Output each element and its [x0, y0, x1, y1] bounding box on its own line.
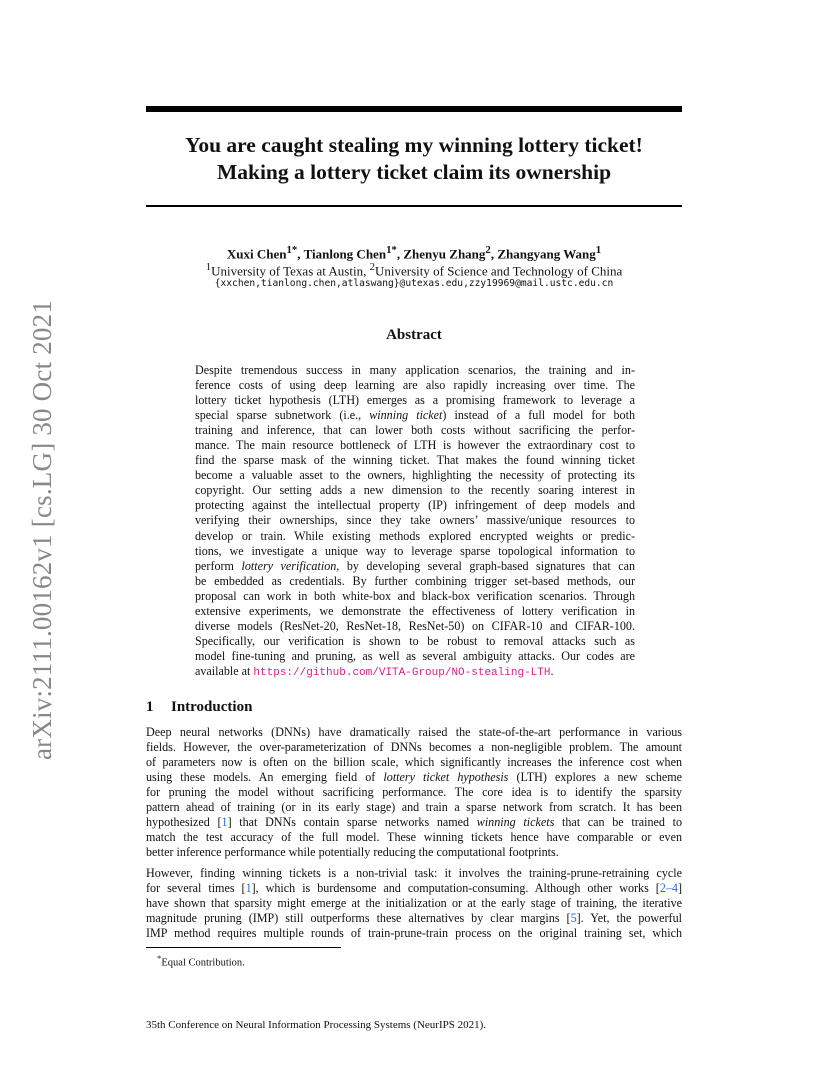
abstract-line: Specifically, our verification is shown to be robust to removal attacks such as	[195, 633, 635, 648]
footnote-rule	[146, 947, 341, 948]
paragraph-line: fields. However, the over-parameterization of DNNs becomes a non-negligible problem. The amount	[146, 740, 682, 755]
paragraph-line: of parameters now is often on the billion scale, which significantly increases the inference cost when	[146, 755, 682, 770]
author-sup: 2	[485, 244, 491, 256]
paragraph-line: using these models. An emerging field of lottery ticket hypothesis (LTH) explores a new scheme	[146, 770, 683, 785]
paragraph-line: for several times [1], which is burdensome and computation-consuming. Although other works [2–4]	[146, 881, 682, 896]
abstract-line: available at https://github.com/VITA-Group/NO-stealing-LTH.	[195, 663, 554, 679]
paragraph-line: However, finding winning tickets is a non-trivial task: it involves the training-prune-retraining cycle	[146, 866, 682, 880]
affiliation-1: University of Texas at Austin,	[211, 263, 370, 279]
paragraph-line: have shown that sparsity might emerge at the initialization or at the early stage of training, the iterative	[146, 896, 682, 911]
abstract-line: protecting against the intellectual property (IP) infringement of deep models and	[195, 498, 635, 513]
paragraph-line: match the test accuracy of the full model. These winning tickets hence have comparable or even	[146, 830, 682, 845]
footnote	[157, 951, 245, 971]
citation-link[interactable]: 2–4	[659, 881, 678, 896]
paragraph-line: Deep neural networks (DNNs) have dramatically raised the state-of-the-art performance in various	[146, 725, 682, 739]
affiliation-2: University of Science and Technology of China	[375, 263, 623, 279]
author-sup: 1*	[386, 244, 397, 256]
abstract-line: special sparse subnetwork (i.e., winning ticket) instead of a full model for both	[195, 408, 636, 423]
paper-title	[146, 132, 682, 186]
abstract-line: tions, we investigate a unique way to leverage sparse topological information to	[195, 543, 635, 558]
abstract-line: be embedded as credentials. By further combining trigger set-based methods, our	[195, 573, 635, 588]
abstract-body	[195, 363, 635, 681]
title-top-rule	[146, 106, 682, 112]
author-sup: 1*	[286, 244, 298, 256]
author-name: Tianlong Chen	[303, 246, 387, 262]
abstract-line: lottery ticket hypothesis (LTH) emerges as a promising framework to leverage a	[195, 393, 635, 408]
abstract-line: copyright. Our setting adds a new dimension to the recently soaring interest in	[195, 483, 635, 498]
abstract-line: extensive experiments, we demonstrate the effectiveness of lottery verification in	[195, 603, 635, 618]
abstract-line: become a valuable asset to the owners, highlighting the necessity of protecting its	[195, 468, 635, 483]
abstract-heading: Abstract	[386, 327, 442, 343]
intro-paragraph-1	[146, 725, 682, 860]
author-sup: 1	[595, 244, 602, 256]
abstract-line: Despite tremendous success in many application scenarios, the training and in-	[195, 363, 635, 377]
author-name: Zhangyang Wang	[497, 246, 596, 262]
author-emails: {xxchen,tianlong.chen,atlaswang}@utexas.edu,zzy19969@mail.ustc.edu.cn	[214, 278, 614, 289]
paragraph-line: hypothesized [1] that DNNs contain sparse networks named winning tickets that can be trained to	[146, 815, 682, 830]
section-title: Introduction	[171, 699, 253, 715]
paragraph-line: magnitude pruning (IMP) still outperforms these alternatives by clear margins [5]. Yet, the powerful	[146, 911, 682, 926]
paragraph-line: better inference performance while potentially reducing the computational footprints.	[146, 845, 559, 860]
section-number: 1	[146, 699, 154, 715]
abstract-line: find the sparse mask of the winning ticket. That makes the found winning ticket	[195, 453, 635, 468]
citation-link[interactable]: 1	[221, 815, 228, 830]
abstract-line: diverse models (ResNet-20, ResNet-18, ResNet-50) on CIFAR-10 and CIFAR-100.	[195, 618, 635, 633]
footnote-mark: *	[157, 953, 162, 963]
abstract-line: proposal can work in both white-box and black-box verification scenarios. Through	[195, 588, 635, 603]
abstract-line: model fine-tuning and pruning, as well as several ambiguity attacks. Our codes are	[195, 648, 635, 663]
paragraph-line: pattern ahead of training (or in its early stage) and train a sparse network from scratch. It has been	[146, 800, 682, 815]
title-line-2: Making a lottery ticket claim its ownership	[216, 160, 612, 184]
author-list: Xuxi Chen$^{1*}$, Tianlong Chen$^{1*}$, Zhenyu Zhang$^2$, Zhangyang Wang$^1$	[226, 244, 602, 262]
paragraph-line: IMP method requires multiple rounds of train-prune-train process on the original training set, which	[146, 926, 682, 941]
code-repository-link[interactable]: https://github.com/VITA-Group/NO-stealing-LTH	[253, 666, 551, 679]
citation-link[interactable]: 5	[570, 911, 577, 926]
section-heading	[146, 699, 252, 716]
conference-footer: 35th Conference on Neural Information Processing Systems (NeurIPS 2021).	[146, 1019, 487, 1031]
arxiv-identifier: arXiv:2111.00162v1 [cs.LG] 30 Oct 2021	[27, 299, 57, 760]
abstract-line: training and inference, that can lower both costs without sacrificing the perfor-	[195, 423, 635, 438]
intro-paragraph-2	[146, 866, 682, 941]
abstract-line: verifying their ownerships, since they take owners’ massive/unique resources to	[195, 513, 635, 528]
title-bottom-rule	[146, 205, 682, 207]
title-line-1: You are caught stealing my winning lottery ticket!	[185, 133, 643, 157]
abstract-line: develop or train. While existing methods explored encrypted weights or predic-	[195, 528, 635, 543]
author-name: Xuxi Chen	[226, 246, 287, 262]
paragraph-line: for pruning the model without sacrificing performance. The core idea is to identify the sparsity	[146, 785, 682, 800]
affiliation-sup: 2	[369, 261, 376, 273]
citation-link[interactable]: 1	[245, 881, 252, 896]
abstract-line: ference costs of using deep learning are also rapidly increasing over time. The	[195, 378, 635, 393]
author-name: Zhenyu Zhang	[403, 246, 486, 262]
abstract-line: perform lottery verification, by developing several graph-based signatures that can	[195, 558, 635, 573]
affiliation-sup: 1	[205, 261, 212, 273]
footnote-text: Equal Contribution.	[161, 957, 245, 969]
abstract-line: mance. The main resource bottleneck of LTH is however the extraordinary cost to	[195, 438, 635, 453]
